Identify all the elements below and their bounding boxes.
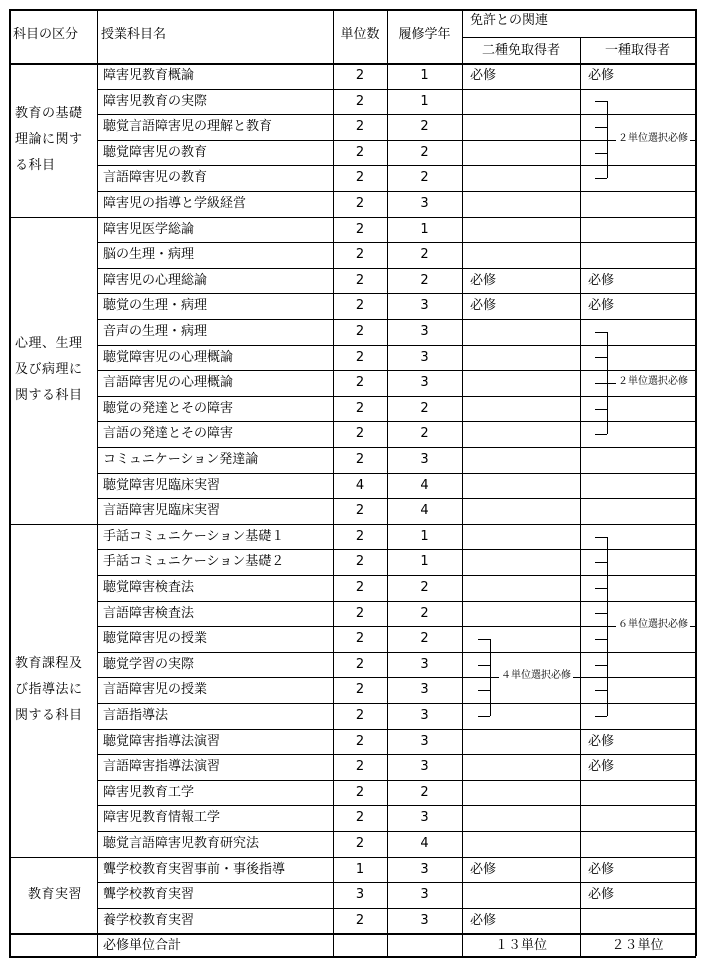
row-divider [97, 396, 695, 397]
course-year: 3 [420, 708, 429, 723]
course-year: 4 [420, 836, 429, 851]
subject-name: 聴覚学習の実際 [103, 656, 195, 672]
subject-name: 障害児の心理総論 [103, 272, 208, 288]
row-divider [97, 729, 695, 730]
category-label-line: 関する科目 [15, 388, 83, 404]
subject-name: 聴覚の発達とその障害 [103, 400, 234, 416]
unit-count: 3 [355, 887, 365, 903]
course-year: 1 [420, 93, 429, 109]
course-year: 3 [420, 656, 429, 672]
table-border-top [9, 9, 695, 11]
course-year: 2 [420, 170, 429, 186]
subject-name: 言語障害児の授業 [103, 682, 208, 698]
subject-name: 言語障害検査法 [103, 605, 195, 621]
group-divider [9, 524, 695, 526]
subject-name: 聴覚障害指導法演習 [103, 733, 221, 749]
unit-count: 2 [355, 580, 365, 595]
subject-name: 手話コミュニケーション基礎１ [103, 528, 285, 544]
subject-name: 聴覚障害児臨床実習 [103, 477, 221, 493]
unit-count: 2 [355, 221, 365, 237]
second-class-requirement: 必修 [470, 861, 497, 877]
unit-count: 2 [355, 810, 365, 826]
subject-name: 言語指導法 [103, 708, 169, 723]
row-divider [97, 140, 695, 141]
course-year: 4 [420, 503, 429, 519]
first-class-requirement: 必修 [588, 861, 615, 877]
header-units: 単位数 [340, 27, 380, 42]
category-label-line: 教育課程及 [15, 656, 83, 672]
row-divider [97, 677, 695, 678]
row-divider [97, 89, 695, 90]
row-divider [97, 345, 695, 346]
header-license-relation: 免許との関連 [470, 13, 549, 28]
row-divider [97, 549, 695, 550]
course-year: 3 [420, 759, 429, 775]
bracket-tick [595, 127, 607, 128]
category-label-line: び指導法に [15, 682, 83, 698]
unit-count: 2 [355, 144, 365, 160]
second-class-requirement: 必修 [470, 68, 497, 83]
row-divider [97, 831, 695, 832]
subject-name: 聴覚の生理・病理 [103, 298, 208, 314]
course-year: 2 [420, 247, 429, 263]
course-year: 2 [420, 144, 429, 160]
course-year: 2 [420, 580, 429, 595]
row-divider [97, 319, 695, 320]
row-divider [97, 293, 695, 294]
unit-count: 2 [355, 528, 365, 544]
header-divider [97, 9, 98, 63]
row-divider [97, 165, 695, 166]
course-year: 1 [420, 554, 429, 570]
second-class-requirement: 必修 [470, 298, 497, 314]
row-divider [97, 473, 695, 474]
subject-name: 言語障害児の教育 [103, 170, 208, 186]
first-class-requirement: 必修 [588, 733, 615, 749]
bracket-tick [478, 690, 490, 691]
subject-name: 障害児教育の実際 [103, 93, 208, 109]
course-year: 2 [420, 784, 429, 800]
row-divider [97, 780, 695, 781]
category-label-line: 及び病理に [15, 362, 83, 378]
bracket-tick [478, 665, 490, 666]
row-divider [97, 703, 695, 704]
subject-name: 聾学校教育実習事前・事後指導 [103, 861, 286, 877]
row-divider [97, 114, 695, 115]
elective-requirement-label: ６単位選択必修 [618, 619, 688, 631]
course-year: 2 [420, 631, 429, 647]
course-year: 3 [420, 887, 429, 903]
bracket-tick [595, 153, 607, 154]
row-divider [97, 652, 695, 653]
subject-name: 言語の発達とその障害 [103, 426, 234, 442]
subject-name: 音声の生理・病理 [103, 324, 208, 339]
subject-name: 手話コミュニケーション基礎２ [103, 554, 285, 570]
unit-count: 2 [355, 759, 365, 775]
subject-name: 聴覚障害児の授業 [103, 631, 208, 647]
second-class-requirement: 必修 [470, 912, 497, 928]
category-label-line: 教育の基礎 [15, 105, 83, 121]
unit-count: 2 [355, 682, 365, 698]
first-class-requirement: 必修 [588, 759, 615, 775]
course-year: 3 [420, 324, 429, 339]
header-subject: 授業科目名 [101, 27, 167, 42]
course-year: 3 [420, 196, 429, 211]
column-divider [97, 63, 98, 956]
bracket-tick [595, 357, 607, 358]
subject-name: 言語障害指導法演習 [103, 759, 221, 775]
course-year: 3 [420, 682, 429, 698]
second-class-requirement: 必修 [470, 272, 497, 288]
course-year: 2 [420, 119, 429, 135]
unit-count: 2 [355, 298, 365, 314]
bracket-tick [595, 639, 607, 640]
first-class-total: ２３単位 [611, 938, 664, 954]
subject-name: 聴覚障害児の教育 [103, 144, 208, 160]
row-divider [97, 191, 695, 192]
subject-name: 言語障害児臨床実習 [103, 503, 221, 519]
header-second-class: 二種免取得者 [481, 43, 560, 58]
unit-count: 2 [355, 349, 365, 365]
category-label-line: 心理、生理 [15, 336, 83, 352]
subject-name: 障害児教育情報工学 [103, 810, 221, 826]
bracket-tick [595, 383, 607, 384]
course-year: 3 [420, 912, 429, 928]
bracket-tick [595, 537, 607, 538]
course-year: 3 [420, 861, 429, 877]
unit-count: 2 [355, 656, 365, 672]
bracket-tick [595, 716, 607, 717]
course-year: 1 [420, 68, 429, 83]
course-year: 3 [420, 810, 429, 826]
category-label-line: 関する科目 [15, 708, 83, 724]
subject-name: 聴覚言語障害児教育研究法 [103, 836, 260, 851]
row-divider [97, 421, 695, 422]
bracket-tick [595, 409, 607, 410]
row-divider [97, 498, 695, 499]
bracket-tick [478, 716, 490, 717]
category-label-line: る科目 [15, 157, 56, 173]
course-year: 2 [420, 400, 429, 416]
elective-requirement-label: ２単位選択必修 [618, 132, 688, 144]
bracket-tick [595, 588, 607, 589]
row-divider [97, 447, 695, 448]
group-divider [9, 217, 695, 219]
course-year: 4 [420, 477, 429, 493]
first-class-requirement: 必修 [588, 298, 615, 314]
elective-requirement-label: ４単位選択必修 [501, 670, 571, 682]
subject-name: 言語障害児の心理概論 [103, 375, 234, 391]
header-sub-divider [462, 37, 695, 38]
unit-count: 2 [355, 912, 365, 928]
category-label-line: 教育実習 [27, 887, 82, 902]
subject-name: 障害児医学総論 [103, 221, 195, 237]
bracket-tick [595, 665, 607, 666]
course-year: 1 [420, 528, 429, 544]
unit-count: 2 [355, 503, 365, 519]
course-year: 2 [420, 272, 429, 288]
unit-count: 2 [355, 324, 365, 339]
bracket-tick [595, 332, 607, 333]
bracket-tick [595, 613, 607, 614]
unit-count: 2 [355, 247, 365, 263]
unit-count: 2 [355, 375, 365, 391]
unit-count: 2 [355, 452, 365, 467]
unit-count: 4 [355, 477, 365, 493]
bracket-tick [595, 178, 607, 179]
row-divider [97, 626, 695, 627]
unit-count: 2 [355, 605, 365, 621]
course-year: 1 [420, 221, 429, 237]
group-divider [9, 857, 695, 859]
row-divider [97, 908, 695, 909]
unit-count: 2 [355, 708, 365, 723]
row-divider [97, 575, 695, 576]
first-class-requirement: 必修 [588, 887, 615, 903]
first-class-requirement: 必修 [588, 272, 615, 288]
header-category: 科目の区分 [13, 27, 79, 42]
row-divider [97, 601, 695, 602]
unit-count: 2 [355, 733, 365, 749]
unit-count: 2 [355, 68, 365, 83]
bracket-tick [595, 101, 607, 102]
row-divider [97, 268, 695, 269]
row-divider [97, 805, 695, 806]
unit-count: 2 [355, 170, 365, 186]
bracket-tick [595, 434, 607, 435]
course-year: 2 [420, 605, 429, 621]
course-year: 2 [420, 426, 429, 442]
course-year: 3 [420, 733, 429, 749]
subject-name: 聴覚障害検査法 [103, 580, 195, 595]
unit-count: 2 [355, 836, 365, 851]
course-year: 3 [420, 349, 429, 365]
unit-count: 2 [355, 272, 365, 288]
row-divider [97, 882, 695, 883]
subject-name: 障害児教育工学 [103, 784, 195, 800]
unit-count: 2 [355, 93, 365, 109]
table-border-right [695, 9, 697, 956]
header-first-class: 一種取得者 [604, 43, 670, 58]
course-year: 3 [420, 375, 429, 391]
subject-name: 養学校教育実習 [103, 912, 195, 928]
unit-count: 2 [355, 631, 365, 647]
unit-count: 2 [355, 784, 365, 800]
unit-count: 2 [355, 119, 365, 135]
subject-name: 障害児の指導と学級経営 [103, 196, 247, 211]
subject-name: 脳の生理・病理 [103, 247, 195, 263]
second-class-total: １３単位 [494, 938, 547, 954]
unit-count: 2 [355, 196, 365, 211]
total-label: 必修単位合計 [103, 938, 182, 954]
subject-name: 聴覚障害児の心理概論 [103, 349, 234, 365]
first-class-requirement: 必修 [588, 68, 615, 83]
group-divider [9, 933, 695, 935]
header-year: 履修学年 [398, 27, 451, 42]
course-year: 3 [420, 298, 429, 314]
column-divider [580, 63, 581, 956]
header-bottom-line [9, 63, 695, 65]
bracket-tick [595, 562, 607, 563]
row-divider [97, 370, 695, 371]
elective-requirement-label: ２単位選択必修 [618, 376, 688, 387]
unit-count: 2 [355, 400, 365, 416]
course-year: 3 [420, 452, 429, 467]
table-border-bottom [9, 956, 696, 958]
row-divider [97, 242, 695, 243]
unit-count: 2 [355, 426, 365, 442]
subject-name: コミュニケーション発達論 [103, 452, 259, 467]
bracket-tick [595, 690, 607, 691]
bracket-tick [478, 639, 490, 640]
subject-name: 聾学校教育実習 [103, 887, 195, 903]
column-divider [462, 63, 463, 956]
subject-name: 障害児教育概論 [103, 68, 195, 83]
row-divider [97, 754, 695, 755]
category-label-line: 理論に関す [15, 131, 83, 147]
unit-count: 1 [355, 861, 365, 877]
unit-count: 2 [355, 554, 365, 570]
subject-name: 聴覚言語障害児の理解と教育 [103, 119, 273, 135]
